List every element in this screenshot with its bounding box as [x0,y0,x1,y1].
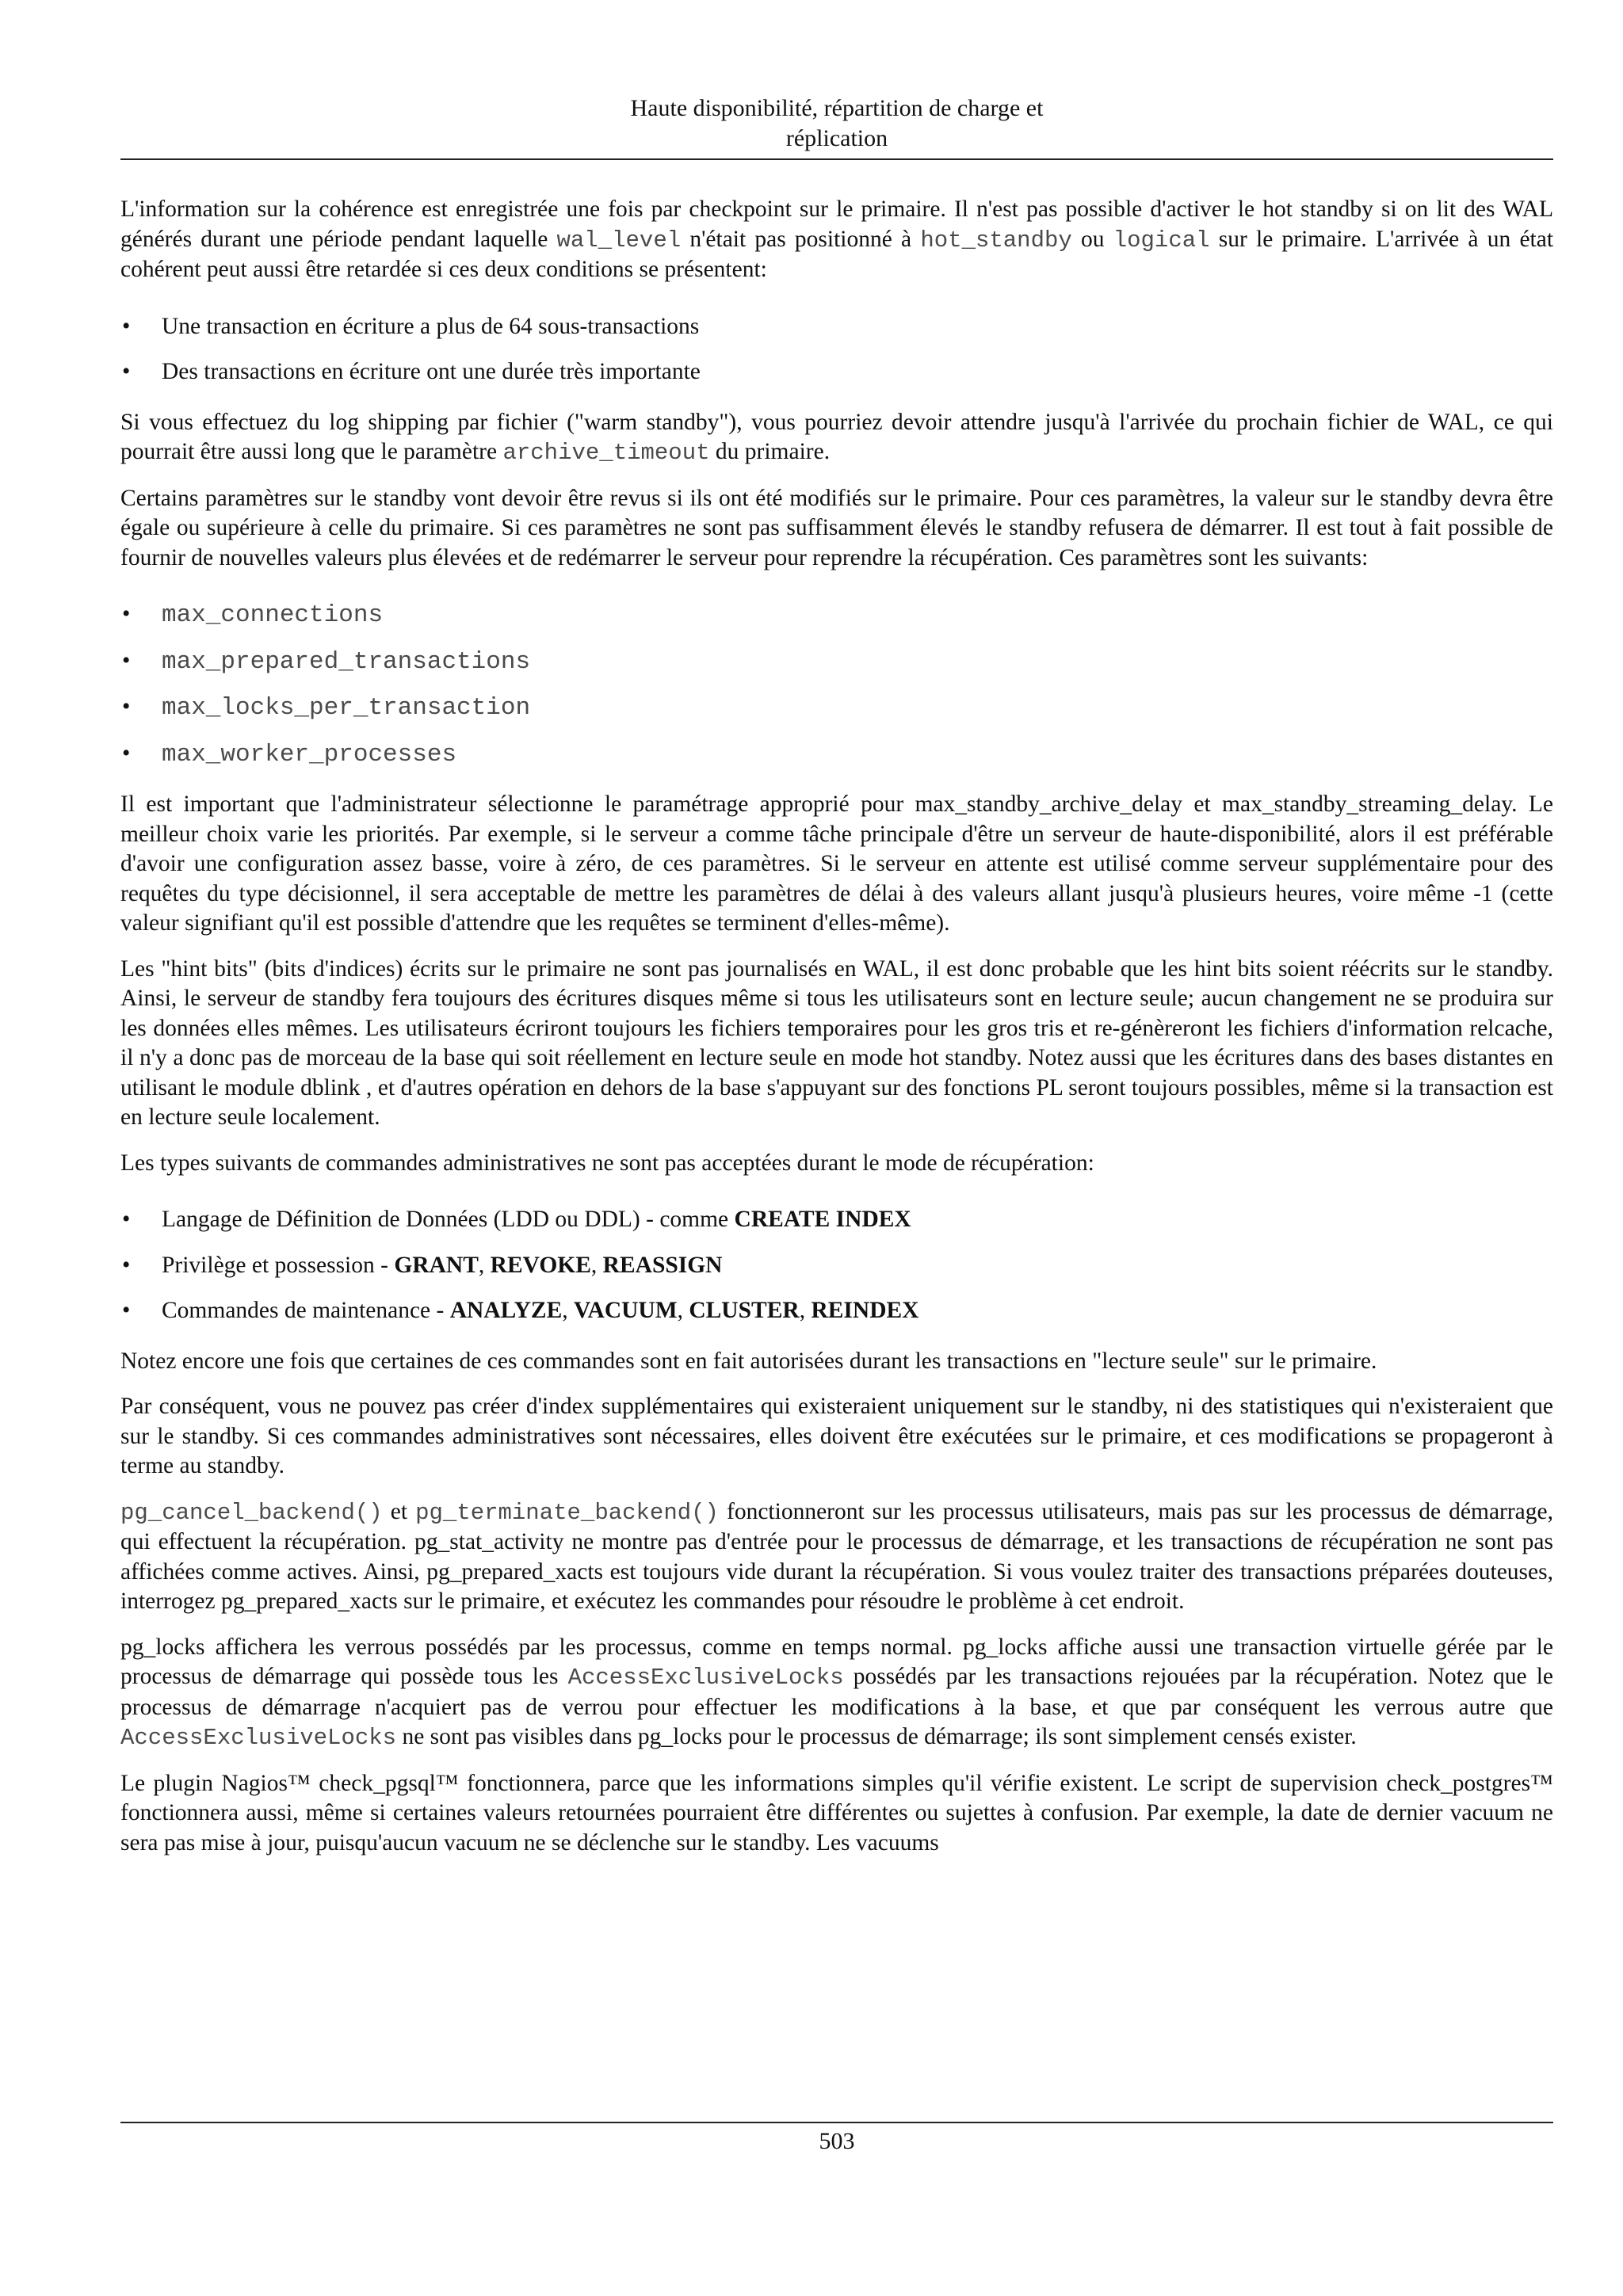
paragraph-consistency [120,195,1553,285]
command-reassign: REASSIGN [602,1252,723,1278]
code-pg-terminate-backend: pg_terminate_backend() [415,1499,719,1526]
paragraph-nagios: Le plugin Nagios™ check_pgsql™ fonctionnera, parce que les informations simples qu'il vérifie existent. Le script de supervision check_postgres™ fonctionnera aussi, même si certaines valeurs retournées pourraient être différentes ou sujettes à confusion. Par exemple, la date de dernier vacuum ne sera pas mise à jour, puisqu'aucun vacuum ne se déclenche sur le standby. Les vacuums [120,1770,1553,1855]
text-run: Commandes de maintenance - [162,1298,450,1323]
text-run: ne sont pas visibles dans pg_locks pour le processus de démarrage; ils sont simplement censés exister. [396,1724,1357,1749]
code-access-exclusive-locks: AccessExclusiveLocks [120,1725,397,1751]
code-hot-standby: hot_standby [920,227,1072,254]
command-grant: GRANT [394,1252,479,1278]
list-item: • max_worker_processes [122,740,457,769]
list-admin-commands [120,1205,1553,1326]
list-item: • Une transaction en écriture a plus de 64 sous-transactions [122,313,700,339]
code-logical: logical [1113,227,1210,254]
command-cluster: CLUSTER [689,1298,800,1323]
paragraph-standby-delay: Il est important que l'administrateur sélectionne le paramétrage approprié pour max_standby_archive_delay et max_standby_streaming_delay. Le meilleur choix varie les priorités. Par exemple, si le serveur a comme tâche principale d'être un serveur de haute-disponibilité, alors il est préférable d'avoir une configuration assez basse, voire à zéro, de ces paramètres. Si le serveur en attente est utilisé comme serveur supplémentaire pour des requêtes du type décisionnel, il sera acceptable de mettre les paramètres de délai à des valeurs allant jusqu'à plusieurs heures, voire même -1 (cette valeur signifiant qu'il est possible d'attendre que les requêtes se terminent d'elles-même). [120,791,1553,936]
command-vacuum: VACUUM [574,1298,678,1323]
header-line-1: Haute disponibilité, répartition de charge et [630,95,1044,121]
separator: , [478,1252,491,1278]
list-parameters [120,600,1553,769]
command-create-index: CREATE INDEX [734,1207,911,1232]
header-line-2: réplication [785,125,888,151]
paragraph-admin-commands-intro: Les types suivants de commandes administratives ne sont pas acceptées durant le mode de récupération: [120,1150,1094,1176]
separator: , [677,1298,689,1323]
text-run: pg_locks affichera les verrous possédés par les processus, comme en temps normal. pg_locks affiche aussi une transaction virtuelle gérée par le processus de démarrage qui possède tous les [120,1634,1553,1689]
document-body [120,195,1553,1874]
code-archive-timeout: archive_timeout [502,440,710,466]
list-delay-conditions [120,312,1553,387]
text-run: Si vous effectuez du log shipping par fichier ("warm standby"), vous pourriez devoir attendre jusqu'à l'arrivée du prochain fichier de WAL, ce qui pourrait être aussi long que le paramètre [120,409,1553,464]
separator: , [562,1298,575,1323]
code-pg-cancel-backend: pg_cancel_backend() [120,1499,383,1526]
document-page [120,0,1553,2296]
list-item-text: Une transaction en écriture a plus de 64 sous-transactions [162,313,700,339]
paragraph-read-only-note: Notez encore une fois que certaines de ces commandes sont en fait autorisées durant les transactions en "lecture seule" sur le primaire. [120,1348,1377,1374]
header-rule [120,158,1553,160]
running-header [120,93,1553,154]
text-run: du primaire. [709,439,831,464]
text-run: ou [1071,226,1113,252]
text-run: n'était pas positionné à [681,226,921,252]
text-run: L'information sur la cohérence est enregistrée une fois par checkpoint sur le primaire. Il n'est pas possible d'activer le hot standby si on lit des WAL générés durant une période pendant laquelle [120,196,1553,252]
code-max-worker-processes: max_worker_processes [162,740,457,769]
text-run: sur le primaire. L'arrivée à un état cohérent peut aussi être retardée si ces deux conditions se présentent: [120,226,1554,282]
list-item: • Privilège et possession - GRANT, REVOKE, REASSIGN [122,1252,723,1278]
list-item: • Des transactions en écriture ont une durée très importante [122,359,701,384]
paragraph-no-extra-index: Par conséquent, vous ne pouvez pas créer d'index supplémentaires qui existeraient uniquement sur le standby, ni des statistiques qui n'existeraient que sur le standby. Si ces commandes administratives sont nécessaires, elles doivent être exécutées sur le primaire, et ces modifications se propageront à terme au standby. [120,1394,1553,1478]
paragraph-warm-standby [120,408,1553,468]
text-run: Privilège et possession - [162,1252,395,1278]
separator: , [799,1298,812,1323]
list-item: • max_connections [122,601,384,629]
list-item: • max_prepared_transactions [122,647,531,676]
paragraph-hint-bits: Les "hint bits" (bits d'indices) écrits sur le primaire ne sont pas journalisés en WAL, il est donc probable que les hint bits soient réécrits sur le standby. Ainsi, le serveur de standby fera toujours des écritures disques même si tous les utilisateurs sont en lecture seule; aucun changement ne se produira sur les données elles mêmes. Les utilisateurs écriront toujours les fichiers temporaires pour les gros tris et re-génèreront les fichiers d'information relcache, il n'y a donc pas de morceau de la base qui soit réellement en lecture seule en mode hot standby. Notez aussi que les écritures dans des bases distantes en utilisant le module dblink , et d'autres opération en dehors de la base s'appuyant sur des fonctions PL seront toujours possibles, même si la transaction est en lecture seule localement. [120,955,1553,1130]
text-run: possédés par les transactions rejouées par la récupération. Notez que le processus de démarrage n'acquiert pas de verrou pour effectuer les modifications à la base, et que par conséquent les verrous autre que [120,1664,1553,1720]
list-item: • Commandes de maintenance - ANALYZE, VACUUM, CLUSTER, REINDEX [122,1298,919,1323]
text-run: Langage de Définition de Données (LDD ou DDL) - comme [162,1207,735,1232]
list-item: • Langage de Définition de Données (LDD ou DDL) - comme CREATE INDEX [122,1207,911,1232]
text-run: fonctionneront sur les processus utilisateurs, mais pas sur les processus de démarrage, qui effectuent la récupération. pg_stat_activity ne montre pas d'entrée pour le processus de démarrage, et les transactions de récupération ne sont pas affichées comme actives. Ainsi, pg_prepared_xacts est toujours vide durant la récupération. Si vous voulez traiter des transactions préparées douteuses, interrogez pg_prepared_xacts sur le primaire, et exécutez les commandes pour résoudre le problème à cet endroit. [120,1498,1553,1614]
command-revoke: REVOKE [490,1252,591,1278]
code-max-prepared-transactions: max_prepared_transactions [162,647,531,676]
code-access-exclusive-locks: AccessExclusiveLocks [567,1665,844,1691]
text-run: et [382,1498,416,1524]
list-item: • max_locks_per_transaction [122,694,531,722]
page-number: 503 [819,2128,855,2154]
paragraph-parameters: Certains paramètres sur le standby vont devoir être revus si ils ont été modifiés sur le primaire. Pour ces paramètres, la valeur sur le standby devra être égale ou supérieure à celle du primaire. Si ces paramètres ne sont pas suffisamment élevés le standby refusera de démarrer. Il est tout à fait possible de fournir de nouvelles valeurs plus élevées et de redémarrer le serveur pour reprendre la récupération. Ces paramètres sont les suivants: [120,485,1553,570]
code-wal-level: wal_level [556,227,682,254]
list-item-text: Des transactions en écriture ont une durée très importante [162,359,701,384]
code-max-connections: max_connections [162,601,384,629]
command-analyze: ANALYZE [449,1298,563,1323]
separator: , [590,1252,603,1278]
footer-rule [120,2122,1553,2123]
code-max-locks-per-transaction: max_locks_per_transaction [162,694,531,722]
paragraph-pg-locks [120,1633,1553,1753]
command-reindex: REINDEX [811,1298,919,1323]
paragraph-backend-functions [120,1497,1553,1617]
